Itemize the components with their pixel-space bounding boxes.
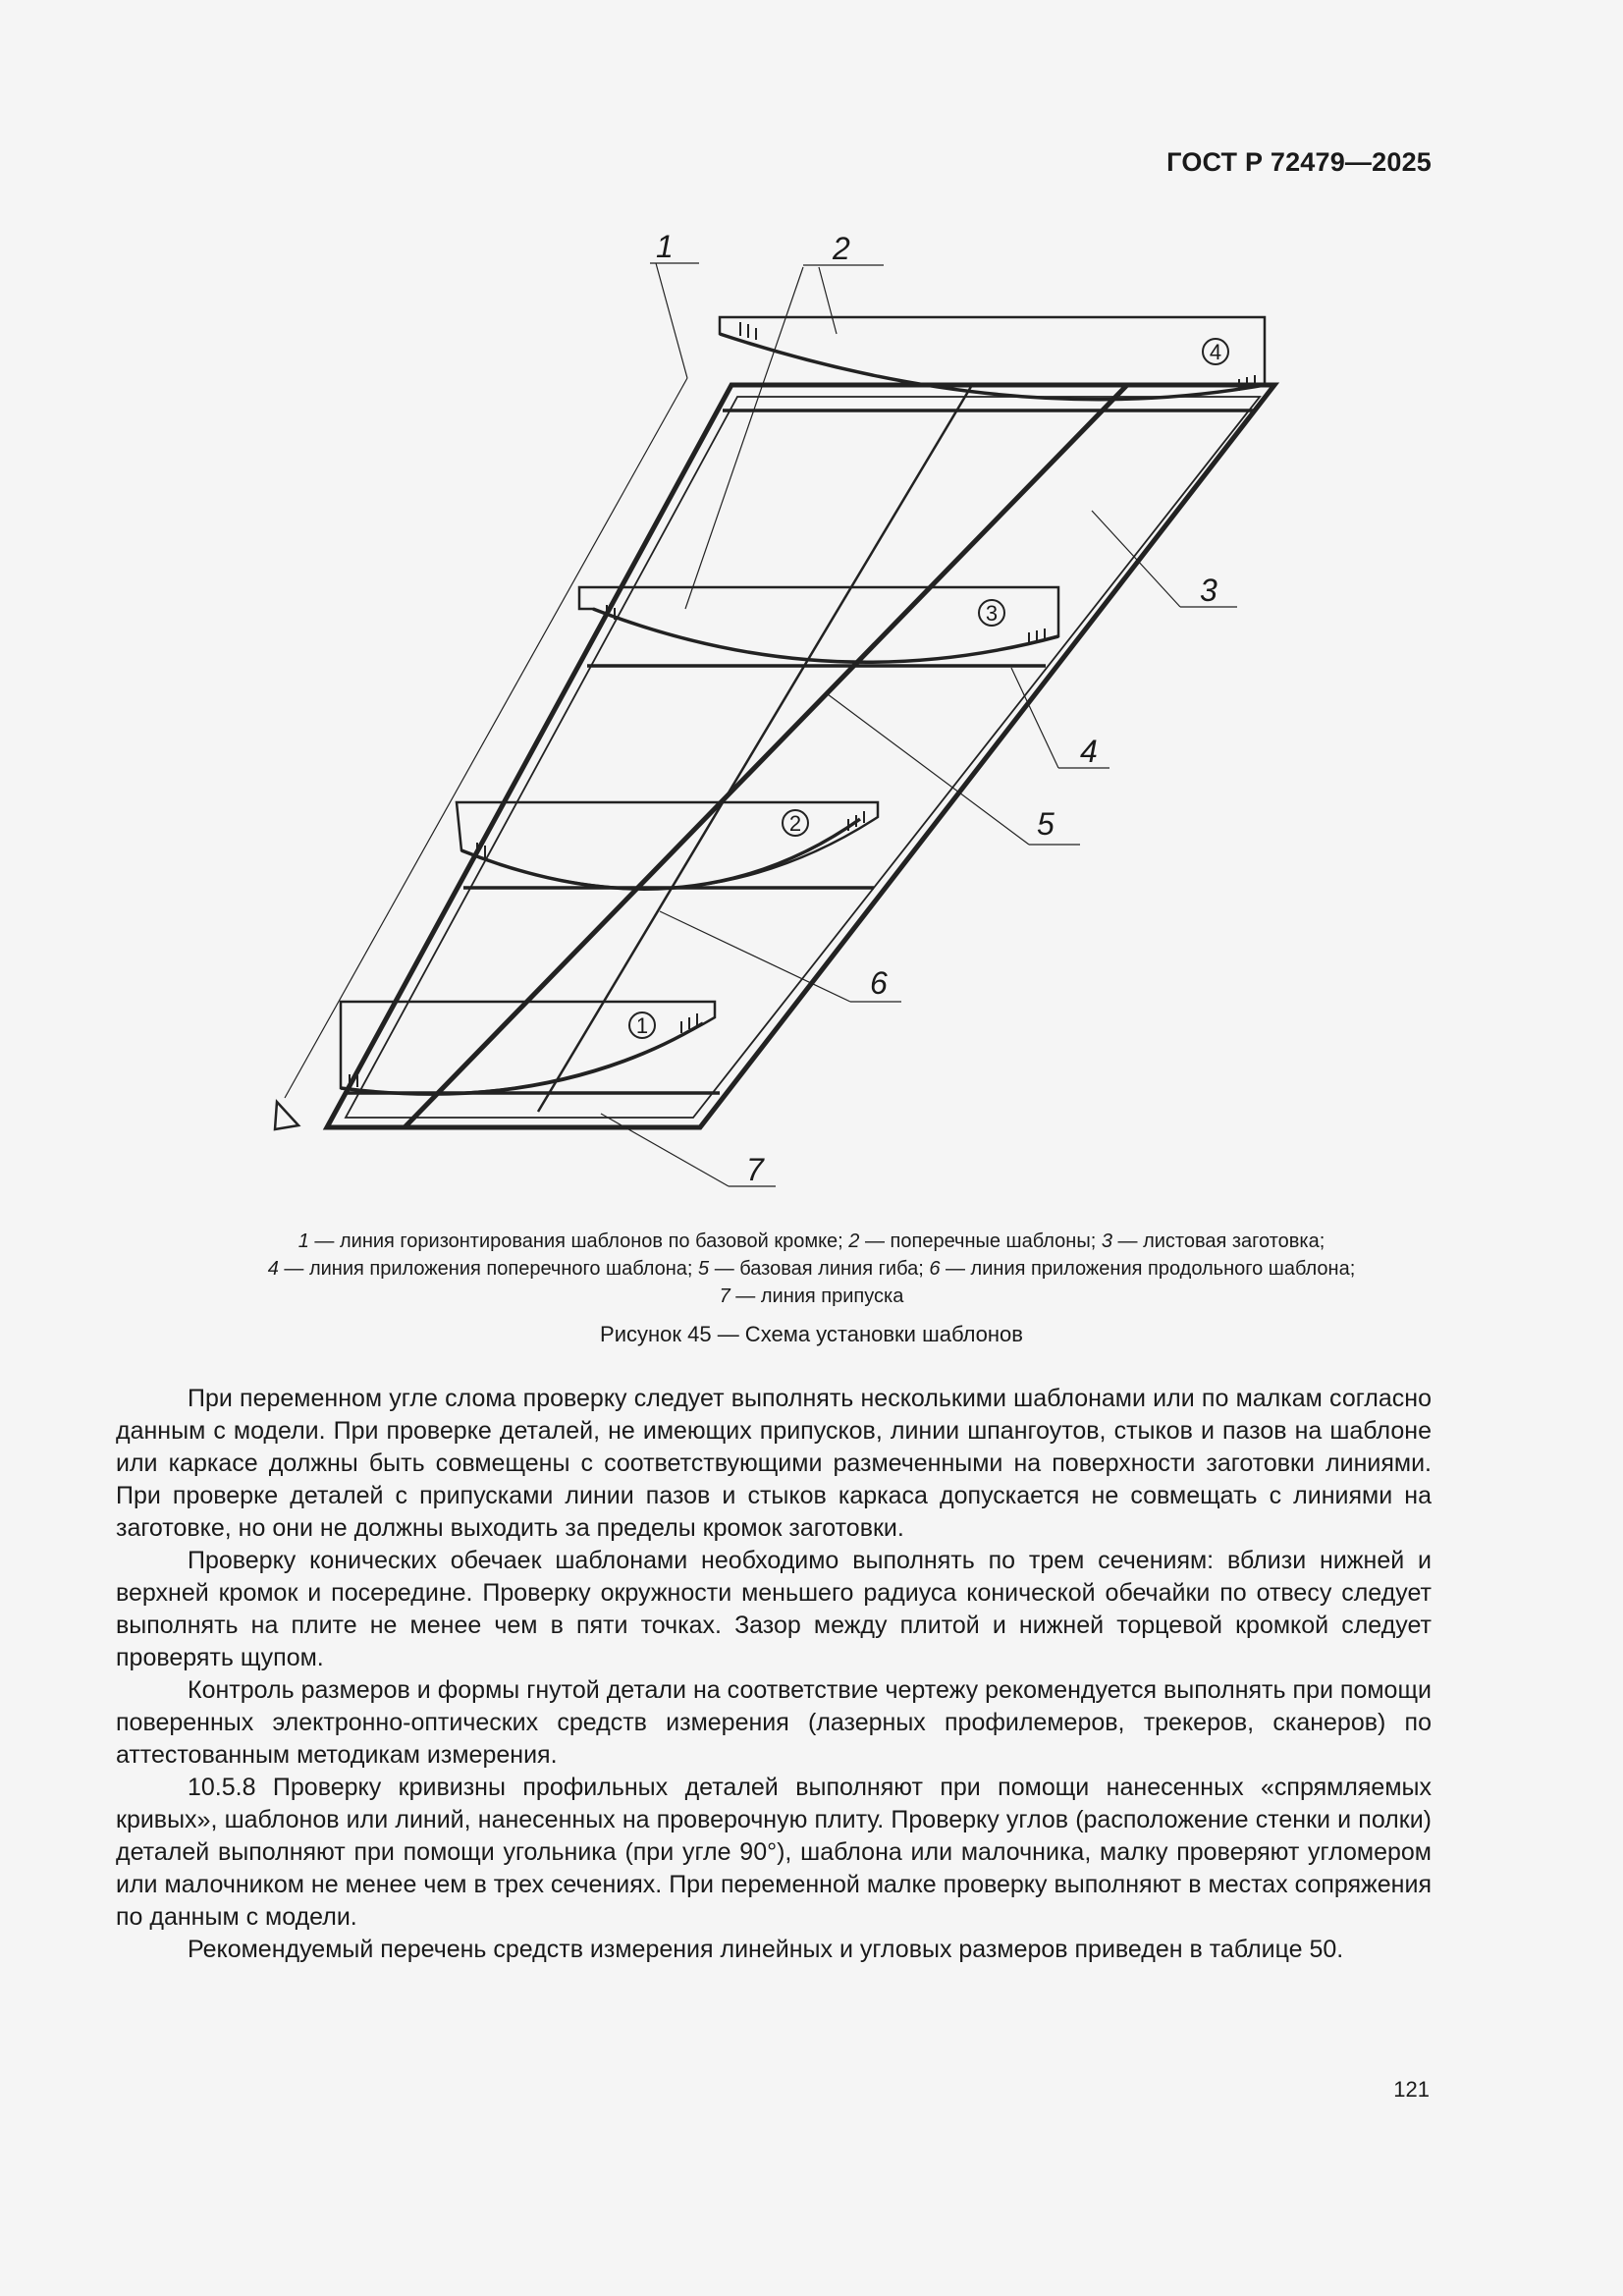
callout-4: 4 <box>1080 734 1098 769</box>
template-2-number: 2 <box>788 811 802 836</box>
paragraph: При переменном угле слома проверку следует выполнять несколькими шаблонами или по малкам согласно данным с модели. При проверке деталей, не имеющих припусков, линии шпангоутов, стыков и пазов на шаблоне или каркасе должны быть совмещены с соответствующими размеченными на поверхности заготовки линиями. При проверке деталей с припусками линии пазов и стыков каркаса допускается не совмещать с линиями на заготовке, но они не должны выходить за пределы кромок заготовки. <box>116 1385 1432 1542</box>
base-bend-line <box>405 385 1127 1127</box>
page-number: 121 <box>1393 2077 1430 2102</box>
paragraph: Контроль размеров и формы гнутой детали на соответствие чертежу рекомендуется выполнять при помощи поверенных электронно-оптических средств измерения (лазерных профилемеров, трекеров, сканеров) по аттестованным методикам измерения. <box>116 1676 1432 1769</box>
paragraph: 10.5.8 Проверку кривизны профильных деталей выполняют при помощи нанесенных «спрямляемых кривых», шаблонов или линий, нанесенных на проверочную плиту. Проверку углов (расположение стенки и полки) деталей выполняют при помощи угольника (при угле 90°), шаблона или малочника, малку проверяют угломером или малочником не менее чем в трех сечениях. При переменной малке проверку выполняют в местах сопряжения по данным с модели. <box>116 1774 1432 1931</box>
base-edge-arrow <box>275 1102 298 1129</box>
callout-1: 1 <box>656 229 674 264</box>
template-1-number: 1 <box>635 1013 649 1038</box>
legend-line-3: 7 — линия припуска <box>719 1285 904 1307</box>
callout-3: 3 <box>1200 573 1217 608</box>
allowance-line <box>346 397 1260 1118</box>
template-3-number: 3 <box>985 601 999 626</box>
paragraph: Рекомендуемый перечень средств измерения линейных и угловых размеров приведен в таблице 50. <box>188 1936 1344 1963</box>
body-text <box>116 1383 1432 1966</box>
callout-5: 5 <box>1037 806 1055 842</box>
figure-caption: Рисунок 45 — Схема установки шаблонов <box>600 1322 1023 1346</box>
callout-7: 7 <box>746 1152 764 1187</box>
legend-line-1: 1 — линия горизонтирования шаблонов по базовой кромке; 2 — поперечные шаблоны; 3 — листовая заготовка; <box>298 1230 1325 1252</box>
figure-legend <box>128 1228 1495 1310</box>
legend-line-2: 4 — линия приложения поперечного шаблона; 5 — базовая линия гиба; 6 — линия приложения продольного шаблона; <box>267 1258 1356 1280</box>
document-header: ГОСТ Р 72479—2025 <box>1166 147 1432 177</box>
paragraph: Проверку конических обечаек шаблонами необходимо выполнять по трем сечениям: вблизи нижней и верхней кромок и посередине. Проверку окружности меньшего радиуса конической обечайки по отвесу следует выполнять на плите не менее чем в пяти точках. Зазор между плитой и нижней торцевой кромкой следует проверять щупом. <box>116 1547 1432 1671</box>
template-4-number: 4 <box>1209 340 1222 364</box>
callout-6: 6 <box>870 965 888 1001</box>
callout-2: 2 <box>833 231 850 266</box>
plate-outline <box>327 385 1274 1127</box>
